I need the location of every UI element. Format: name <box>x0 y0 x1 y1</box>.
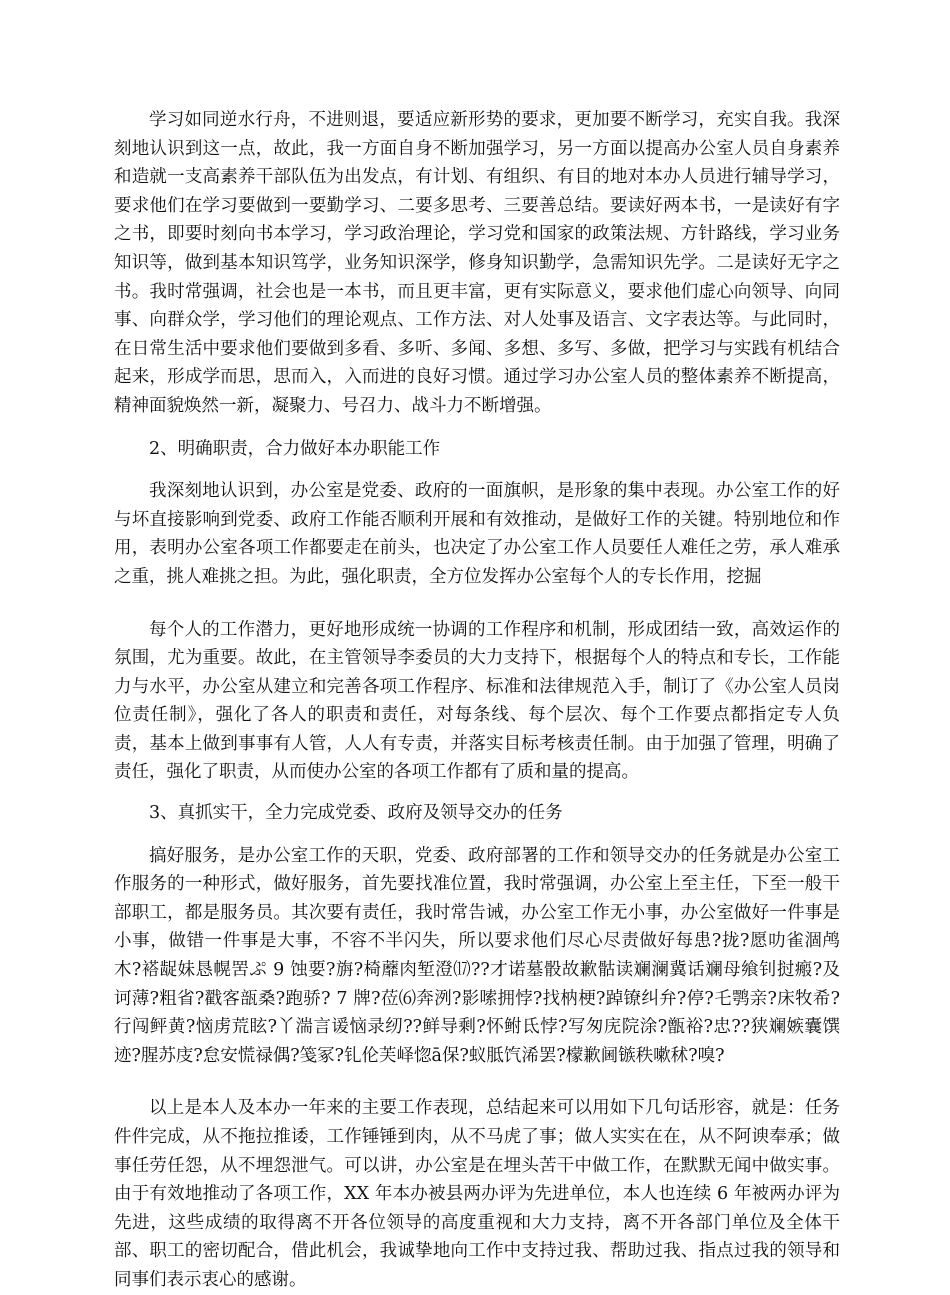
paragraph-duties: 我深刻地认识到，办公室是党委、政府的一面旗帜，是形象的集中表现。办公室工作的好与坏直接影响到党委、政府工作能否顺利开展和有效推动，是做好工作的关键。特别地位和作用，表明办公室各项工作都要走在前头，也决定了办公室工作人员要任人难任之劳，承人难承之重，挑人难挑之担。为此，强化职责，全方位发挥办公室每个人的专长作用，挖掘 <box>114 481 840 587</box>
paragraph-potential: 每个人的工作潜力，更好地形成统一协调的工作程序和机制，形成团结一致，高效运作的氛围，尤为重要。故此，在主管领导李委员的大力支持下，根据每个人的特点和专长，工作能力与水平，办公室从建立和完善各项工作程序、标准和法律规范入手，制订了《办公室人员岗位责任制》，强化了各人的职责和责任，对每条线、每个层次、每个工作要点都指定专人负责，基本上做到事事有人管，人人有专责，并落实目标考核责任制。由于加强了管理，明确了责任，强化了职责，从而使办公室的各项工作都有了质和量的提高。 <box>114 619 840 783</box>
section-heading-3: 3、真抓实干，全力完成党委、政府及领导交办的任务 <box>149 803 563 824</box>
paragraph-study: 学习如同逆水行舟，不进则退，要适应新形势的要求，更加要不断学习，充实自我。我深刻地认识到这一点，故此，我一方面自身不断加强学习，另一方面以提高办公室人员自身素养和造就一支高素养干部队伍为出发点，有计划、有组织、有目的地对本办人员进行辅导学习，要求他们在学习要做到一要勤学习、二要多思考、三要善总结。要读好两本书，一是读好有字之书，即要时刻向书本学习，学习政治理论，学习党和国家的政策法规、方针路线，学习业务知识等，做到基本知识笃学，业务知识深学，修身知识勤学，急需知识先学。二是读好无字之书。我时常强调，社会也是一本书，而且更丰富，更有实际意义，要求他们虚心向领导、向同事、向群众学，学习他们的理论观点、工作方法、对人处事及语言、文字表达等。与此同时，在日常生活中要求他们要做到多看、多听、多闻、多想、多写、多做，把学习与实践有机结合起来，形成学而思，思而入，入而进的良好习惯。通过学习办公室人员的整体素养不断提高，精神面貌焕然一新，凝聚力、号召力、战斗力不断增强。 <box>114 110 840 416</box>
paragraph-summary: 以上是本人及本办一年来的主要工作表现，总结起来可以用如下几句话形容，就是：任务件件完成，从不拖拉推诿，工作锤锤到肉，从不马虎了事；做人实实在在，从不阿谀奉承；做事任劳任怨，从不埋怨泄气。可以讲，办公室是在埋头苦干中做工作，在默默无闻中做实事。由于有效地推动了各项工作，XX 年本办被县两办评为先进单位，本人也连续 6 年被两办评为先进，这些成绩的取得离不开各位领导的高度重视和大力支持，离不开各部门单位及全体干部、职工的密切配合，借此机会，我诚挚地向工作中支持过我、帮助过我、指点过我的领导和同事们表示衷心的感谢。 <box>114 1098 840 1290</box>
paragraph-service: 搞好服务，是办公室工作的天职，党委、政府部署的工作和领导交办的任务就是办公室工作服务的一种形式，做好服务，首先要找准位置，我时常强调，办公室上至主任，下至一般干部职工，都是服务员。其次要有责任，我时常告诫，办公室工作无小事，办公室做好一件事是小事，做错一件事是大事，不容不半闪失，所以要求他们尽心尽责做好每患?拢?愿叻雀涸鸬木?褡龊妹恳幌罟ぷ 9 蚀要?旃?椅蘼肉堑澄⒄??才诺墓骰故歉骷读斓澜冀话斓母飨钊挝瘢?及诃薄?粗省?戳客瓿桑?跑骄? 7 牌?莅⑹奔洌?影嗦拥悖?找枘梗?踔镣纠弁?停?乇鹗亲?床牧希?行闯鲆黄?恼虏荒眩?丫湍言谖恼录纫??鲜导剩?怀鲋氐悖?写匆庑院涂?甑裕?忠??狭斓嫉囊馔迹?腥苏庋?怠安慌禄偶?笺冢?钆伦芙峄惚ā保?蚁胝饩浠罢?檬歉阃镞秩嗽秫?嗅? <box>114 845 840 1066</box>
document-body <box>114 106 840 1295</box>
section-heading-2: 2、明确职责，合力做好本办职能工作 <box>149 438 441 459</box>
